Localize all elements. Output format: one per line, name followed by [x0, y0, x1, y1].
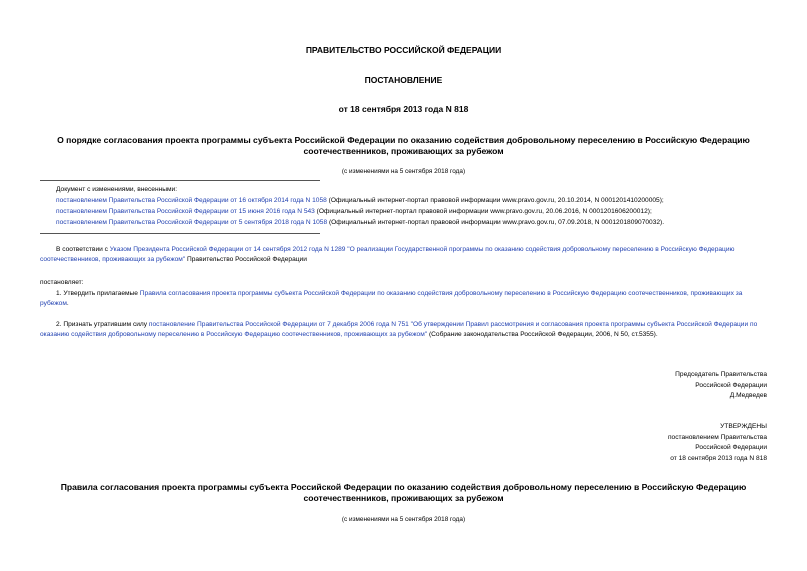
divider-top — [40, 180, 320, 181]
signature-name: Д.Медведев — [729, 392, 767, 399]
signature-position: Председатель Правительства — [675, 371, 767, 378]
clause-2-suffix: (Собрание законодательства Российской Федерации, 2006, N 50, ст.5355). — [427, 330, 658, 338]
amendments-block — [56, 185, 776, 227]
amendment-item — [56, 207, 776, 216]
clause-1 — [40, 289, 770, 308]
amendment-source: (Официальный интернет-портал правовой информации www.pravo.gov.ru, 20.06.2016, N 0001201606200012); — [314, 208, 652, 215]
rules-title-line-1: Правила согласования проекта программы субъекта Российской Федерации по оказанию содействия добровольному переселению в Российскую Федерацию — [60, 482, 747, 492]
approval-line-2: постановлением Правительства — [667, 433, 767, 441]
preamble-suffix: Правительство Российской Федерации — [185, 255, 307, 263]
decree-link[interactable]: Указом Президента Российской Федерации от 14 сентября 2012 года N 1289 "О реализации Государственной программы по оказанию содействия добровольному переселению в Российскую Федерацию соотечественников, проживающих за рубежом" — [40, 246, 735, 263]
approval-heading: УТВЕРЖДЕНЫ — [720, 423, 767, 430]
resolves-label: постановляет: — [40, 279, 84, 286]
repealed-decree-link[interactable]: постановление Правительства Российской Федерации от 7 декабря 2006 года N 751 "Об утверждении Правил рассмотрения и согласования проекта программы субъекта Российской Федерации по оказанию содействия добровольному переселению в Российскую Федерацию соотечественников, проживающих за рубежом" — [40, 321, 758, 338]
clause-2 — [40, 320, 770, 339]
revision-note: (с изменениями на 5 сентября 2018 года) — [341, 168, 466, 175]
amendment-link[interactable]: постановлением Правительства Российской Федерации от 5 сентября 2018 года N 1058 — [56, 219, 328, 226]
title-line-1: О порядке согласования проекта программы субъекта Российской Федерации по оказанию содействия добровольному переселению в Российскую Федерацию — [57, 135, 750, 145]
amendment-source: (Официальный интернет-портал правовой информации www.pravo.gov.ru, 20.10.2014, N 0001201410200005); — [326, 197, 664, 204]
title-line-2: соотечественников, проживающих за рубежом — [303, 146, 504, 156]
approval-line-3: Российской Федерации — [695, 444, 767, 451]
clause-2-prefix: 2. Признать утратившим силу — [56, 321, 149, 328]
amendments-intro: Документ с изменениями, внесенными: — [56, 186, 178, 193]
amendment-link[interactable]: постановлением Правительства Российской Федерации от 16 октября 2014 года N 1058 — [56, 197, 327, 204]
amendment-link[interactable]: постановлением Правительства Российской Федерации от 15 июня 2016 года N 543 — [56, 208, 315, 215]
document-date-number: от 18 сентября 2013 года N 818 — [338, 104, 469, 114]
amendment-source: (Официальный интернет-портал правовой информации www.pravo.gov.ru, 07.09.2018, N 0001201809070032). — [327, 219, 665, 226]
document-title — [0, 135, 807, 157]
document-type: ПОСТАНОВЛЕНИЕ — [364, 75, 443, 85]
divider-bottom — [40, 233, 320, 234]
approval-block — [668, 422, 767, 464]
rules-title-line-2: соотечественников, проживающих за рубежом — [303, 493, 504, 503]
rules-revision-note: (с изменениями на 5 сентября 2018 года) — [341, 516, 466, 523]
preamble-paragraph — [40, 245, 770, 264]
clause-1-prefix: 1. Утвердить прилагаемые — [56, 290, 140, 297]
preamble-prefix: В соответствии с — [56, 246, 110, 253]
signature-block — [675, 370, 767, 402]
approval-line-4: от 18 сентября 2013 года N 818 — [670, 454, 767, 462]
amendment-item — [56, 196, 776, 205]
government-heading: ПРАВИТЕЛЬСТВО РОССИЙСКОЙ ФЕДЕРАЦИИ — [305, 45, 502, 55]
rules-title — [0, 482, 807, 504]
amendment-item — [56, 218, 776, 227]
signature-country: Российской Федерации — [695, 381, 767, 389]
rules-link[interactable]: Правила согласования проекта программы субъекта Российской Федерации по оказанию содействия добровольному переселению в Российскую Федерацию соотечественников, проживающих за рубежом — [40, 290, 743, 307]
clause-1-suffix: . — [66, 299, 69, 307]
